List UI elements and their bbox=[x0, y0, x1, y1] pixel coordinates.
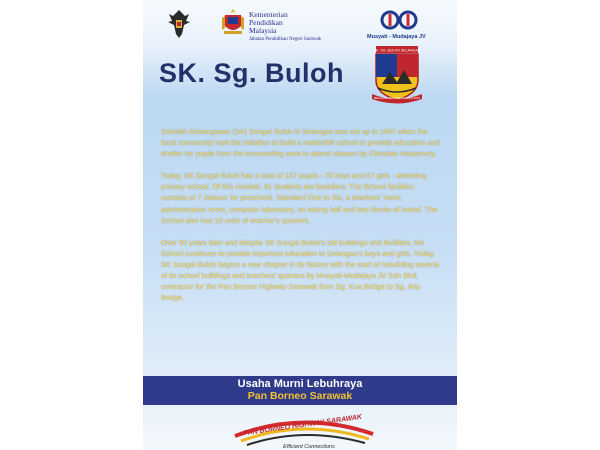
school-crest-logo bbox=[368, 44, 426, 106]
crest-top-text: SK. SG. BULOH SELANGAU bbox=[373, 48, 421, 53]
ministry-line-1: Kementerian bbox=[249, 10, 288, 19]
paragraph-rebuilding: Over 60 years later and despite SK Sungai Buloh's old buildings and facilities, the School continues to provide important education to Selangau's boys and girls. Today, SK Sungai Buloh begins a new chapter in its history with the start of rebuilding several of its school buildings and teachers' quarters by Musyati-Mudajaya JV Sdn Bhd, contractor for the Pan Borneo Highway Sarawak from Sg. Kua Bridge to Sg. Arip Bridge. bbox=[161, 237, 439, 303]
page-title: SK. Sg. Buloh bbox=[159, 58, 344, 88]
paragraph-history: Sekolah Kebangsaan (SK) Sungai Buloh in Selangau was set up in 1957 when the local community took the initiative to build a makeshift school to provide education and shelter for pupils from the surrounding area to attend classes by Christian missionary. bbox=[161, 127, 440, 159]
partner-name: Musyati - Mudajaya JV bbox=[367, 34, 426, 40]
ministry-text bbox=[249, 11, 369, 44]
musyati-mudajaya-logo bbox=[379, 10, 419, 30]
paragraph-today: Today, SK Sungai Buloh has a total of 137 pupils - 70 boys and 67 girls - attending primary school. Of this number, 91 students are boarders. The School facilities consists of 7 classes for preschool, Standard One to Six, a teachers' room, administration room, computer laboratory, an eating hall and two blocks of hostel. The School also has 10 units of teacher's quarters. bbox=[161, 171, 438, 225]
ministry-of-education-crest-logo bbox=[220, 8, 246, 36]
bottom-banner bbox=[143, 376, 457, 405]
ministry-department: Jabatan Pendidikan Negeri Sarawak bbox=[249, 37, 322, 42]
pan-borneo-logo-tagline: Efficient Connections bbox=[283, 444, 335, 450]
banner-line-2: Pan Borneo Sarawak bbox=[247, 390, 353, 402]
pan-borneo-highway-logo bbox=[223, 408, 383, 450]
ministry-line-2: Pendidikan bbox=[249, 18, 283, 27]
crest-motto: BELAJAR DEMI KEMAJUAN DIRI bbox=[374, 96, 420, 101]
sarawak-coat-of-arms-logo bbox=[167, 8, 191, 40]
poster bbox=[143, 0, 457, 450]
pan-borneo-logo-name: PAN BORNEO HIGHWAY SARAWAK bbox=[243, 413, 363, 438]
banner-line-1: Usaha Murni Lebuhraya bbox=[237, 378, 363, 390]
ministry-line-3: Malaysia bbox=[249, 26, 277, 35]
body-text bbox=[161, 126, 441, 314]
